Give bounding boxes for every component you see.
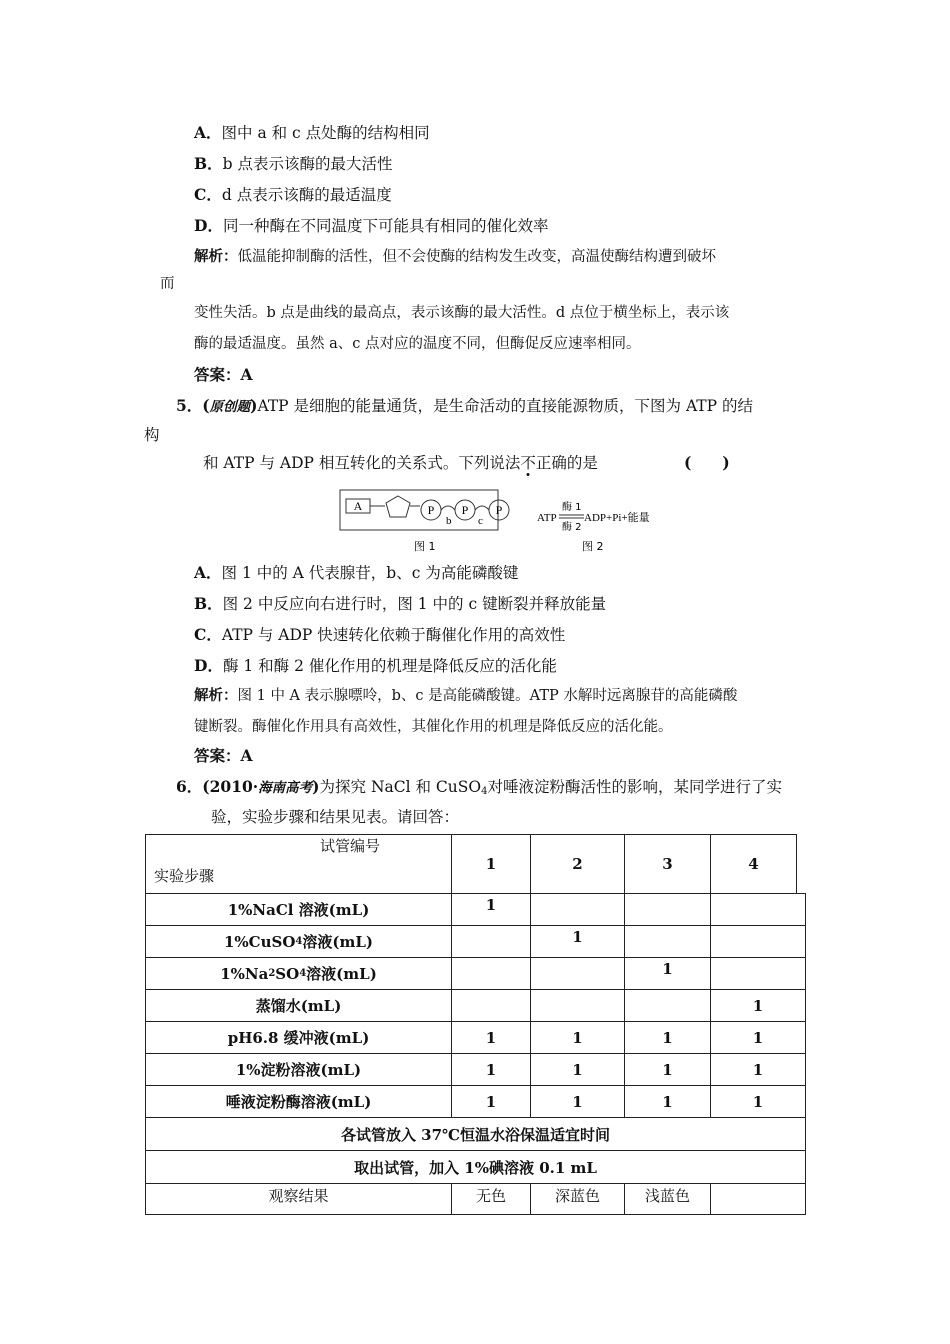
- q5-analysis-line1: 解析：图 1 中 A 表示腺嘌呤，b、c 是高能磷酸键。ATP 水解时远离腺苷的高能磷酸: [194, 687, 738, 704]
- cell-r4-c2: [530, 989, 625, 1022]
- cell-r1-c3: [624, 893, 711, 926]
- cell-r4-c3: [624, 989, 711, 1022]
- row-label-result: 观察结果: [145, 1183, 452, 1215]
- high-energy-bond-b: [441, 506, 455, 510]
- q5-option-c: C．ATP 与 ADP 快速转化依赖于酶催化作用的高效性: [194, 625, 566, 644]
- row-label-na2so4: 1%Na 2 SO 4 溶液(mL): [145, 957, 452, 990]
- q5-stem-line1: 5．(原创题)ATP 是细胞的能量通货，是生命活动的直接能源物质，下图为 ATP 的结: [176, 396, 753, 415]
- row-label-water: 蒸馏水(mL): [145, 989, 452, 1022]
- q4-option-b: B．b 点表示该酶的最大活性: [194, 154, 393, 173]
- cell-r2-c4: [710, 925, 806, 958]
- cell-r6-c3: 1: [624, 1053, 711, 1086]
- q5-answer-bracket: ( ): [684, 453, 730, 472]
- cell-r2-c2: 1: [530, 925, 625, 958]
- cell-r7-c4: 1: [710, 1085, 806, 1118]
- equation-products: ADP+Pi+能量: [584, 512, 650, 524]
- figure1-caption: 图 1: [414, 540, 436, 553]
- cell-r2-c3: [624, 925, 711, 958]
- cell-r1-c4: [710, 893, 806, 926]
- bond-b-label: b: [446, 515, 452, 527]
- cell-r2-c1: [451, 925, 531, 958]
- tube-header-3: 3: [624, 834, 711, 894]
- phosphate-label-3: P: [495, 503, 503, 517]
- tube-header-2: 2: [530, 834, 625, 894]
- adenine-label: A: [353, 499, 363, 513]
- row-label-cuso4: 1%CuSO 4 溶液(mL): [145, 925, 452, 958]
- q5-answer: 答案：A: [194, 746, 253, 765]
- cell-r6-c2: 1: [530, 1053, 625, 1086]
- tube-header-4: 4: [710, 834, 797, 894]
- cell-r5-c3: 1: [624, 1021, 711, 1054]
- ribose-pentagon: [386, 496, 410, 517]
- cell-r5-c1: 1: [451, 1021, 531, 1054]
- atp-structure-figure: [338, 488, 678, 558]
- q4-option-d: D．同一种酶在不同温度下可能具有相同的催化效率: [194, 216, 549, 235]
- cell-r3-c2: [530, 957, 625, 990]
- equation-atp: ATP: [537, 512, 557, 524]
- cell-r1-c1: 1: [451, 893, 531, 926]
- cell-r7-c2: 1: [530, 1085, 625, 1118]
- high-energy-bond-c: [475, 506, 489, 510]
- row-label-amylase: 唾液淀粉酶溶液(mL): [145, 1085, 452, 1118]
- q5-source-tag: 原创题: [209, 399, 251, 415]
- q5-option-a: A．图 1 中的 A 代表腺苷，b、c 为高能磷酸键: [194, 563, 519, 582]
- cell-r3-c1: [451, 957, 531, 990]
- result-tube-2: 深蓝色: [530, 1183, 625, 1215]
- cell-r4-c1: [451, 989, 531, 1022]
- cell-r3-c3: 1: [624, 957, 711, 990]
- cell-r7-c1: 1: [451, 1085, 531, 1118]
- result-tube-3: 浅蓝色: [624, 1183, 711, 1215]
- row-label-starch: 1%淀粉溶液(mL): [145, 1053, 452, 1086]
- q5-stem-wrap: 构: [144, 426, 160, 444]
- row-label-nacl: 1%NaCl 溶液(mL): [145, 893, 452, 926]
- q4-analysis-wrap: 而: [160, 276, 175, 292]
- q6-stem-line1: 6．(2010·海南高考)为探究 NaCl 和 CuSO$_4$对唾液淀粉酶活性的影响，某同学进行了实: [176, 777, 782, 797]
- result-tube-4: [710, 1183, 806, 1215]
- tube-header-1: 1: [451, 834, 531, 894]
- figure1-frame: [340, 490, 498, 530]
- cell-r6-c4: 1: [710, 1053, 806, 1086]
- q4-analysis-line3: 酶的最适温度。虽然 a、c 点对应的温度不同，但酶促反应速率相同。: [194, 336, 641, 352]
- q5-option-b: B．图 2 中反应向右进行时，图 1 中的 c 键断裂并释放能量: [194, 594, 607, 613]
- figure2-caption: 图 2: [582, 540, 604, 553]
- result-tube-1: 无色: [451, 1183, 531, 1215]
- q4-option-c: C．d 点表示该酶的最适温度: [194, 185, 392, 204]
- q4-answer: 答案：A: [194, 365, 253, 384]
- table-header-corner: 试管编号 实验步骤: [145, 834, 452, 894]
- bond-c-label: c: [478, 515, 483, 527]
- cell-r1-c2: [530, 893, 625, 926]
- q4-option-a: A．图中 a 和 c 点处酶的结构相同: [194, 123, 430, 142]
- q5-analysis-line2: 键断裂。酶催化作用具有高效性，其催化作用的机理是降低反应的活化能。: [194, 719, 673, 735]
- cell-r4-c4: 1: [710, 989, 806, 1022]
- row-label-buffer: pH6.8 缓冲液(mL): [145, 1021, 452, 1054]
- cell-r5-c2: 1: [530, 1021, 625, 1054]
- q6-source-tag: 海南高考: [258, 780, 313, 796]
- phosphate-label-2: P: [461, 503, 469, 517]
- cell-r3-c4: [710, 957, 806, 990]
- row-iodine: 取出试管，加入 1%碘溶液 0.1 mL: [145, 1150, 806, 1184]
- enzyme1-label: 酶 1: [562, 502, 582, 513]
- q4-analysis-line2: 变性失活。b 点是曲线的最高点，表示该酶的最大活性。d 点位于横坐标上，表示该: [194, 305, 730, 321]
- row-incubation: 各试管放入 37℃恒温水浴保温适宜时间: [145, 1117, 806, 1151]
- cell-r6-c1: 1: [451, 1053, 531, 1086]
- phosphate-label-1: P: [427, 503, 435, 517]
- q6-stem-line2: 验，实验步骤和结果见表。请回答：: [211, 808, 460, 826]
- q4-analysis-line1: 解析：低温能抑制酶的活性，但不会使酶的结构发生改变，高温使酶结构遭到破坏: [194, 248, 716, 265]
- enzyme2-label: 酶 2: [562, 522, 582, 533]
- cell-r5-c4: 1: [710, 1021, 806, 1054]
- q5-option-d: D．酶 1 和酶 2 催化作用的机理是降低反应的活化能: [194, 656, 557, 675]
- cell-r7-c3: 1: [624, 1085, 711, 1118]
- q5-stem-line2: 和 ATP 与 ADP 相互转化的关系式。下列说法不正确的是: [203, 454, 598, 472]
- emphasis-not: 不: [520, 454, 536, 472]
